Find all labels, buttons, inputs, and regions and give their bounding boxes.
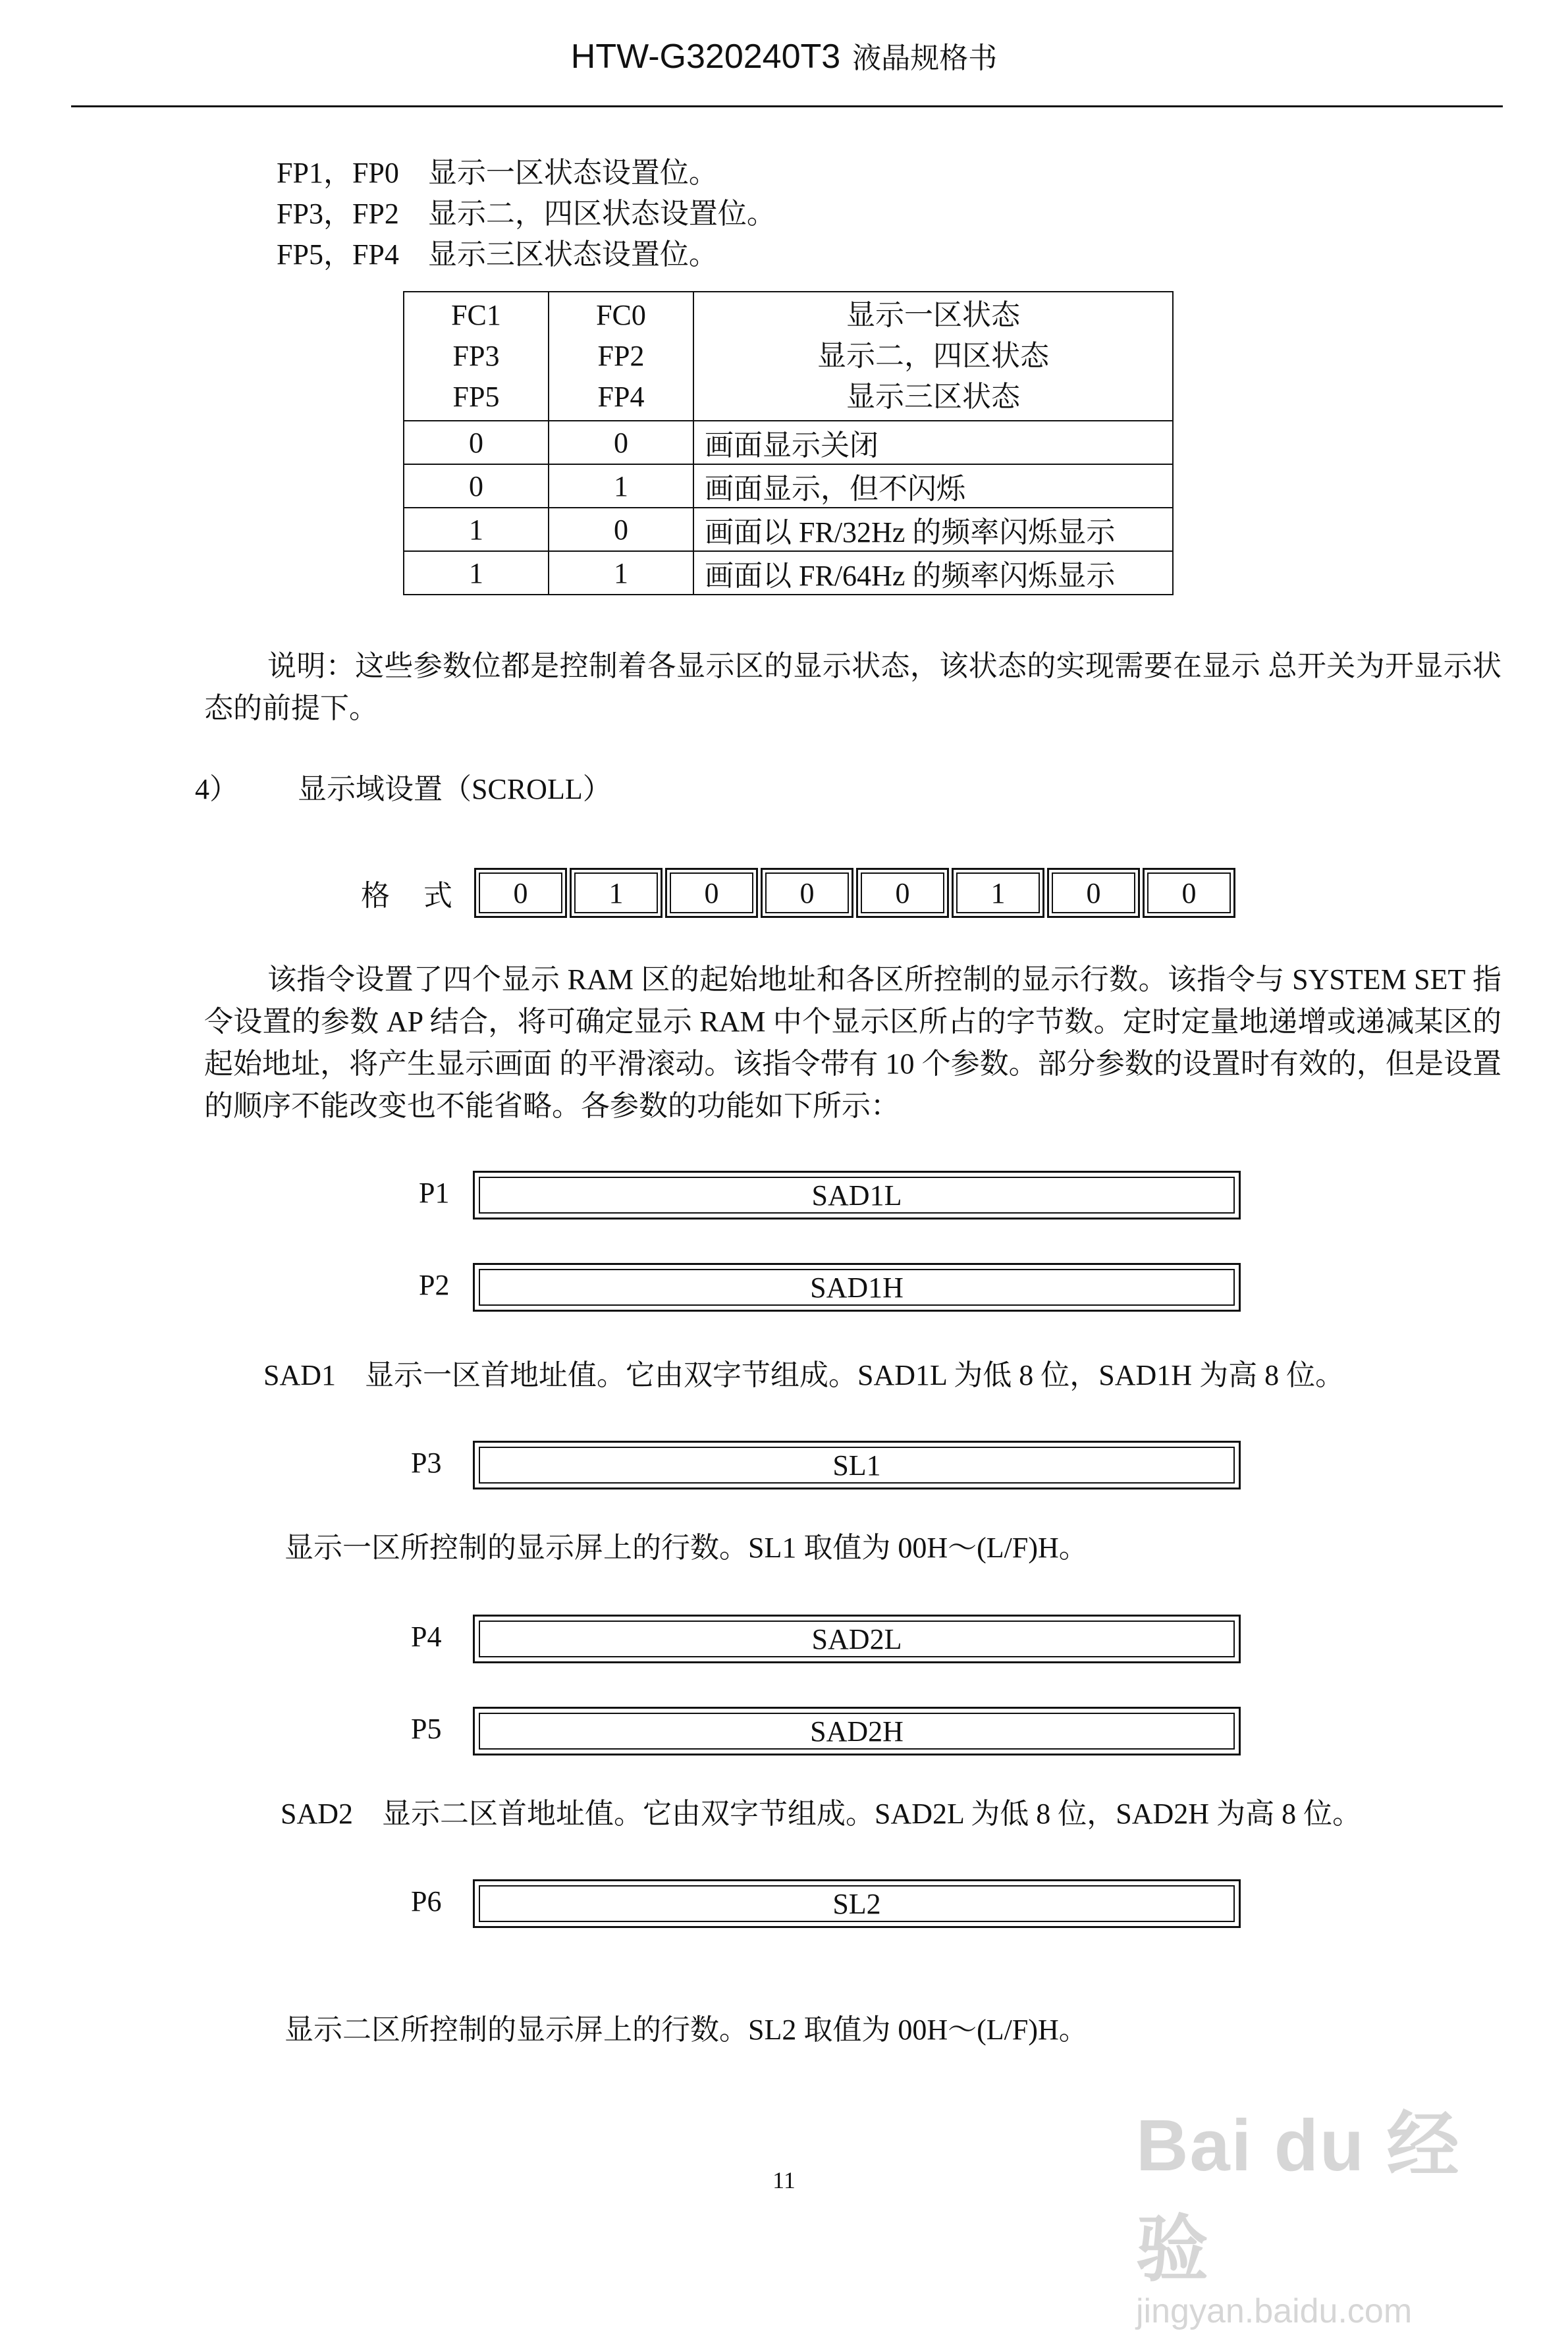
- table-cell: 1: [404, 551, 549, 595]
- table-cell: 0: [549, 508, 693, 551]
- param-box-p6: SL2: [473, 1879, 1241, 1928]
- page-number: 11: [772, 2167, 796, 2193]
- param-box-p3: SL1: [473, 1441, 1241, 1489]
- table-cell: 0: [549, 421, 693, 464]
- header-divider: [71, 105, 1503, 107]
- bit-cell: 1: [952, 868, 1044, 918]
- header-cell-line: 显示二，四区状态: [817, 340, 1049, 372]
- table-row: [404, 464, 1173, 508]
- table-cell: 1: [549, 464, 693, 508]
- param-label-p2: P2: [419, 1269, 450, 1301]
- format-bits: [474, 868, 1235, 918]
- header-cell-line: FP4: [597, 381, 645, 413]
- bit-cell: 0: [1047, 868, 1140, 918]
- table-cell: 1: [549, 551, 693, 595]
- format-label: 格 式: [361, 880, 466, 912]
- table-cell: 画面以 FR/32Hz 的频率闪烁显示: [693, 508, 1173, 551]
- bit-cell: 1: [570, 868, 662, 918]
- param-box-p1: SAD1L: [473, 1171, 1241, 1219]
- watermark-url: jingyan.baidu.com: [1136, 2292, 1413, 2330]
- param-label-p5: P5: [411, 1713, 442, 1745]
- table-header-col2: [549, 292, 693, 421]
- param-box-p4: SAD2L: [473, 1615, 1241, 1663]
- bit-cell: 0: [761, 868, 853, 918]
- table-cell: 0: [404, 464, 549, 508]
- note-paragraph: 说明：这些参数位都是控制着各显示区的显示状态，该状态的实现需要在显示 总开关为开显示状态的前提下。: [204, 650, 1501, 724]
- intro-paragraph: 该指令设置了四个显示 RAM 区的起始地址和各区所控制的显示行数。该指令与 SYSTEM SET 指令设置的参数 AP 结合，将可确定显示 RAM 中个显示区所占的字节数。定时定量地递增或递减某区的起始地址，将产生显示画面 的平滑滚动。该指令带有 10 个参数。部分参数的设置时有效的，但是设置的顺序不能改变也不能省略。各参数的功能如下所示：: [204, 963, 1501, 1122]
- table-header-col1: [404, 292, 549, 421]
- header-cell-line: FP5: [452, 381, 500, 413]
- table-cell: 画面显示，但不闪烁: [693, 464, 1173, 508]
- table-row: [404, 421, 1173, 464]
- header-cell-line: FC1: [451, 299, 501, 331]
- param-label-p6: P6: [411, 1885, 442, 1917]
- table-header-col3: [693, 292, 1173, 421]
- header-title: [0, 34, 1568, 76]
- header-cell-line: FP3: [452, 340, 500, 372]
- table-header-row: [404, 292, 1173, 421]
- section-title: 显示域设置（SCROLL）: [298, 773, 612, 805]
- display-mode-table: [403, 291, 1174, 595]
- bit-cell: 0: [856, 868, 949, 918]
- param-label-p4: P4: [411, 1621, 442, 1653]
- section-number: 4）: [195, 773, 238, 805]
- header-cell-line: 显示三区状态: [846, 381, 1020, 413]
- param-box-p5: SAD2H: [473, 1707, 1241, 1755]
- table-cell: 1: [404, 508, 549, 551]
- fp-line-3: FP5，FP4 显示三区状态设置位。: [277, 238, 718, 271]
- doc-subtitle: 液晶规格书: [852, 42, 998, 74]
- fp-line-1: FP1，FP0 显示一区状态设置位。: [277, 157, 718, 189]
- table-cell: 0: [404, 421, 549, 464]
- bit-cell: 0: [665, 868, 758, 918]
- table-row: [404, 551, 1173, 595]
- fp-line-2: FP3，FP2 显示二，四区状态设置位。: [277, 198, 776, 230]
- table-cell: 画面以 FR/64Hz 的频率闪烁显示: [693, 551, 1173, 595]
- param-label-p3: P3: [411, 1447, 442, 1479]
- header-cell-line: FC0: [596, 299, 646, 331]
- bit-cell: 0: [474, 868, 567, 918]
- table-row: [404, 508, 1173, 551]
- header-cell-line: 显示一区状态: [846, 299, 1020, 331]
- sad2-description: SAD2 显示二区首地址值。它由双字节组成。SAD2L 为低 8 位，SAD2H 为高 8 位。: [281, 1798, 1362, 1830]
- doc-model: HTW-G320240T3: [570, 38, 841, 76]
- sl1-description: 显示一区所控制的显示屏上的行数。SL1 取值为 00H～(L/F)H。: [284, 1532, 1088, 1564]
- watermark-logo: Bai du 经验: [1136, 2105, 1461, 2290]
- sl2-description: 显示二区所控制的显示屏上的行数。SL2 取值为 00H～(L/F)H。: [284, 2014, 1088, 2046]
- param-label-p1: P1: [419, 1177, 450, 1209]
- table-cell: 画面显示关闭: [693, 421, 1173, 464]
- bit-cell: 0: [1143, 868, 1235, 918]
- sad1-description: SAD1 显示一区首地址值。它由双字节组成。SAD1L 为低 8 位，SAD1H 为高 8 位。: [263, 1359, 1345, 1391]
- header-cell-line: FP2: [597, 340, 645, 372]
- param-box-p2: SAD1H: [473, 1263, 1241, 1312]
